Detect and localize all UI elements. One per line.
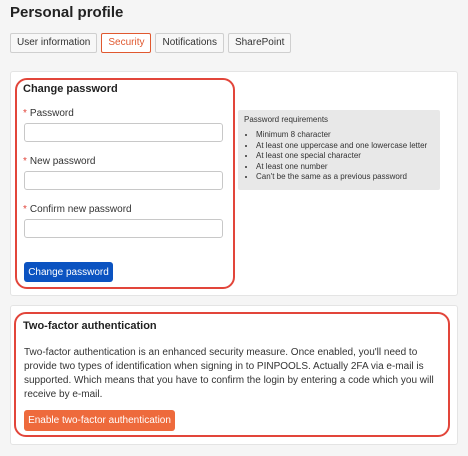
password-label bbox=[23, 108, 74, 119]
requirement-item: • At least one number bbox=[256, 162, 434, 173]
tab-notifications[interactable]: Notifications bbox=[155, 33, 223, 53]
tab-bar bbox=[10, 33, 291, 53]
required-marker: * bbox=[23, 156, 27, 167]
tab-security[interactable]: Security bbox=[101, 33, 151, 53]
new-password-input[interactable] bbox=[24, 171, 223, 190]
two-factor-description: Two-factor authentication is an enhanced security measure. Once enabled, you'll need to provide two types of identification when signing in to PINPOOLS. Actually 2FA via e-mail is supported. Which means that you have to confirm the login by entering a code which you will receive by e-mail. bbox=[24, 347, 434, 400]
change-password-button[interactable]: Change password bbox=[24, 262, 113, 282]
enable-two-factor-button[interactable]: Enable two-factor authentication bbox=[24, 410, 175, 431]
required-marker: * bbox=[23, 108, 27, 119]
two-factor-title: Two-factor authentication bbox=[23, 320, 157, 332]
password-label-text: Password bbox=[29, 108, 74, 119]
password-requirements-title: Password requirements bbox=[244, 115, 329, 124]
requirement-item: • Can't be the same as a previous password bbox=[256, 172, 434, 183]
password-input[interactable] bbox=[24, 123, 223, 142]
requirement-item: • Minimum 8 character bbox=[256, 130, 434, 141]
new-password-label-text: New password bbox=[29, 156, 96, 167]
password-requirements-list bbox=[244, 130, 434, 183]
tab-sharepoint[interactable]: SharePoint bbox=[228, 33, 291, 53]
required-marker: * bbox=[23, 204, 27, 215]
password-requirements-box bbox=[238, 110, 440, 190]
confirm-password-label bbox=[23, 204, 132, 215]
requirement-item: • At least one special character bbox=[256, 151, 434, 162]
confirm-password-label-text: Confirm new password bbox=[29, 204, 132, 215]
confirm-password-input[interactable] bbox=[24, 219, 223, 238]
page-title: Personal profile bbox=[10, 4, 124, 21]
tab-user-information[interactable]: User information bbox=[10, 33, 97, 53]
change-password-title: Change password bbox=[23, 83, 118, 95]
new-password-label bbox=[23, 156, 96, 167]
requirement-item: • At least one uppercase and one lowercase letter bbox=[256, 141, 434, 152]
